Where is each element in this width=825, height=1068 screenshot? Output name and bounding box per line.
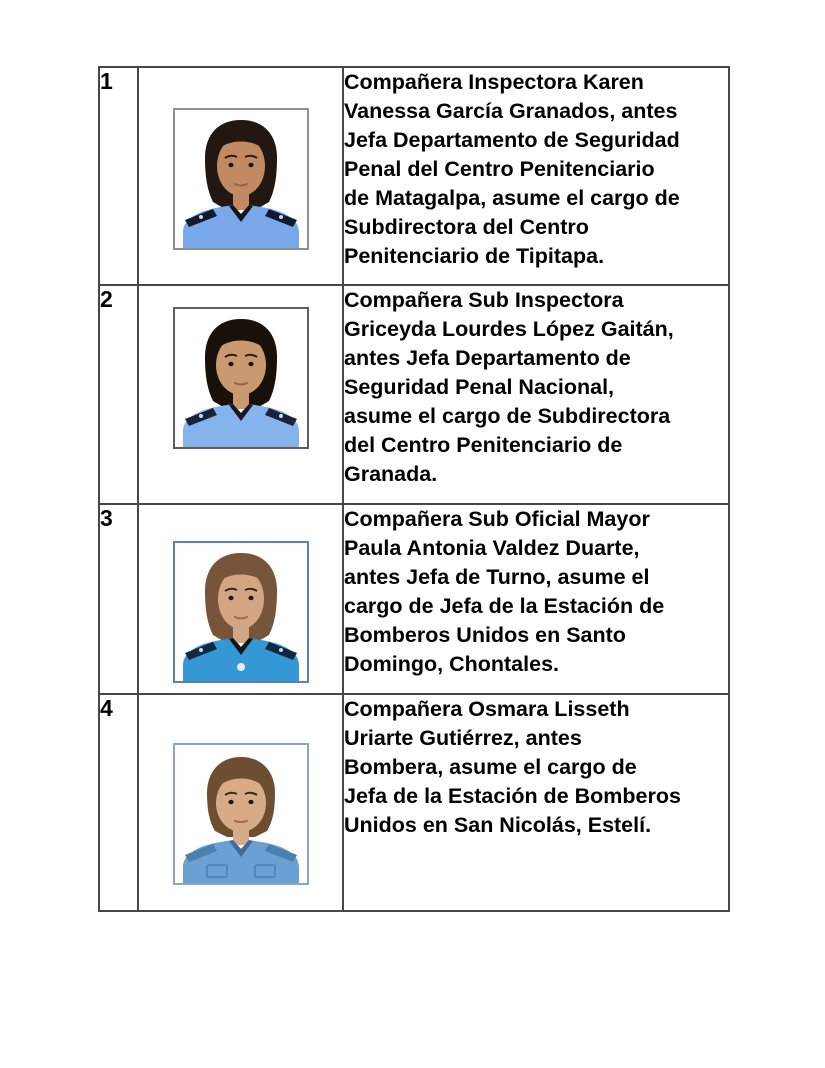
description-line: Unidos en San Nicolás, Estelí. [344,813,652,837]
description-line: de Matagalpa, asume el cargo de [344,186,680,210]
description-line: Seguridad Penal Nacional, [344,375,615,399]
description-line: Uriarte Gutiérrez, antes [344,726,582,750]
photo-cell [138,285,343,504]
description-cell [343,504,729,694]
portrait-epaulette-pin-left [199,414,203,418]
description-line: antes Jefa Departamento de [344,346,631,370]
row-number-cell [99,694,138,911]
portrait-epaulette-pin-right [279,414,283,418]
portrait-epaulette-pin-right [279,215,283,219]
portrait-eye-left [228,800,233,804]
row-number: 3 [100,505,113,531]
description-cell [343,694,729,911]
portrait-eye-left [228,596,233,600]
description-line: cargo de Jefa de la Estación de [344,594,665,618]
portrait-epaulette-pin-left [199,215,203,219]
portrait-eye-right [248,163,253,167]
portrait-eye-right [248,362,253,366]
description-line: Paula Antonia Valdez Duarte, [344,536,640,560]
description-line: Penitenciario de Tipitapa. [344,244,605,268]
table-row [99,694,729,911]
portrait-badge [237,663,245,671]
portrait-photo [173,307,309,449]
portrait-eye-right [248,800,253,804]
description-line: Bomberos Unidos en Santo [344,623,626,647]
row-number-cell [99,67,138,285]
row-number: 4 [100,695,113,721]
row-number-cell [99,285,138,504]
description-line: Griceyda Lourdes López Gaitán, [344,317,674,341]
description-line: Jefa de la Estación de Bomberos [344,784,681,808]
portrait-eye-left [228,362,233,366]
row-number: 1 [100,68,113,94]
portrait-neck [233,190,249,210]
photo-cell [138,504,343,694]
description-cell [343,285,729,504]
description-line: del Centro Penitenciario de [344,433,623,457]
portrait-neck [233,389,249,409]
portrait-neck [233,827,249,845]
portrait-illustration [175,745,307,883]
portrait-illustration [175,309,307,447]
description-line: Compañera Sub Inspectora [344,288,624,312]
description-line: antes Jefa de Turno, asume el [344,565,650,589]
photo-cell [138,67,343,285]
portrait-epaulette-pin-right [279,648,283,652]
portrait-neck [233,623,249,643]
photo-cell [138,694,343,911]
portrait-mouth [235,821,247,822]
description-line: Compañera Inspectora Karen [344,70,644,94]
table-row [99,285,729,504]
portrait-eye-left [228,163,233,167]
description-line: Compañera Osmara Lisseth [344,697,630,721]
table-row [99,67,729,285]
description-cell [343,67,729,285]
description-line: Subdirectora del Centro [344,215,589,239]
portrait-epaulette-pin-left [199,648,203,652]
description-line: Bombera, asume el cargo de [344,755,637,779]
description-line: Granada. [344,462,438,486]
table-row [99,504,729,694]
description-line: Domingo, Chontales. [344,652,559,676]
portrait-illustration [175,110,307,248]
portrait-photo [173,541,309,683]
promotions-table [98,66,730,912]
row-number-cell [99,504,138,694]
description-line: Penal del Centro Penitenciario [344,157,655,181]
row-number: 2 [100,286,113,312]
portrait-eye-right [248,596,253,600]
portrait-photo [173,108,309,250]
description-line: asume el cargo de Subdirectora [344,404,671,428]
portrait-face [218,569,264,629]
description-line: Jefa Departamento de Seguridad [344,128,680,152]
portrait-photo [173,743,309,885]
portrait-illustration [175,543,307,681]
description-line: Vanessa García Granados, antes [344,99,678,123]
description-line: Compañera Sub Oficial Mayor [344,507,650,531]
